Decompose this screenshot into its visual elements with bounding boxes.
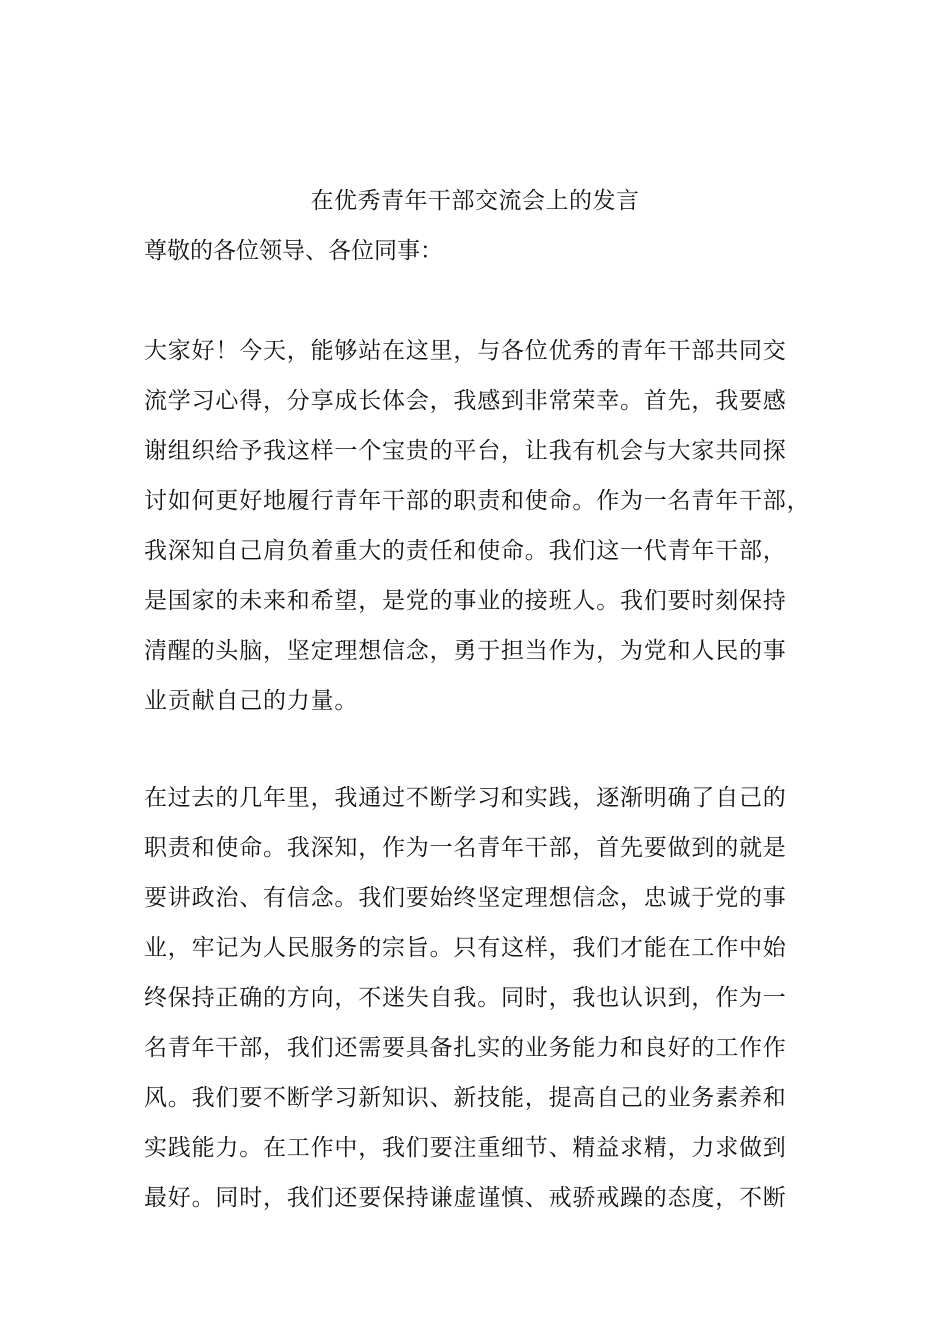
paragraph-line: 大家好！今天，能够站在这里，与各位优秀的青年干部共同交 xyxy=(144,338,787,364)
paragraph-line: 业贡献自己的力量。 xyxy=(144,688,359,714)
paragraph-line: 流学习心得，分享成长体会，我感到非常荣幸。首先，我要感 xyxy=(144,388,787,414)
paragraph-line: 要讲政治、有信念。我们要始终坚定理想信念，忠诚于党的事 xyxy=(144,885,787,911)
paragraph-line: 名青年干部，我们还需要具备扎实的业务能力和良好的工作作 xyxy=(144,1035,787,1061)
paragraph-line: 在过去的几年里，我通过不断学习和实践，逐渐明确了自己的 xyxy=(144,785,787,811)
salutation: 尊敬的各位领导、各位同事： xyxy=(144,238,443,264)
paragraph-line: 最好。同时，我们还要保持谦虚谨慎、戒骄戒躁的态度，不断 xyxy=(144,1185,787,1211)
paragraph-1 xyxy=(144,326,824,726)
paragraph-line: 终保持正确的方向，不迷失自我。同时，我也认识到，作为一 xyxy=(144,985,787,1011)
paragraph-line: 是国家的未来和希望，是党的事业的接班人。我们要时刻保持 xyxy=(144,588,787,614)
paragraph-line: 业，牢记为人民服务的宗旨。只有这样，我们才能在工作中始 xyxy=(144,935,787,961)
paragraph-line: 谢组织给予我这样一个宝贵的平台，让我有机会与大家共同探 xyxy=(144,438,787,464)
paragraph-line: 清醒的头脑，坚定理想信念，勇于担当作为，为党和人民的事 xyxy=(144,638,787,664)
document-title: 在优秀青年干部交流会上的发言 xyxy=(310,188,640,214)
paragraph-line: 讨如何更好地履行青年干部的职责和使命。作为一名青年干部， xyxy=(144,488,811,514)
paragraph-2 xyxy=(144,773,824,1223)
paragraph-line: 我深知自己肩负着重大的责任和使命。我们这一代青年干部， xyxy=(144,538,787,564)
paragraph-line: 风。我们要不断学习新知识、新技能，提高自己的业务素养和 xyxy=(144,1085,787,1111)
paragraph-line: 实践能力。在工作中，我们要注重细节、精益求精，力求做到 xyxy=(144,1135,787,1161)
paragraph-line: 职责和使命。我深知，作为一名青年干部，首先要做到的就是 xyxy=(144,835,787,861)
